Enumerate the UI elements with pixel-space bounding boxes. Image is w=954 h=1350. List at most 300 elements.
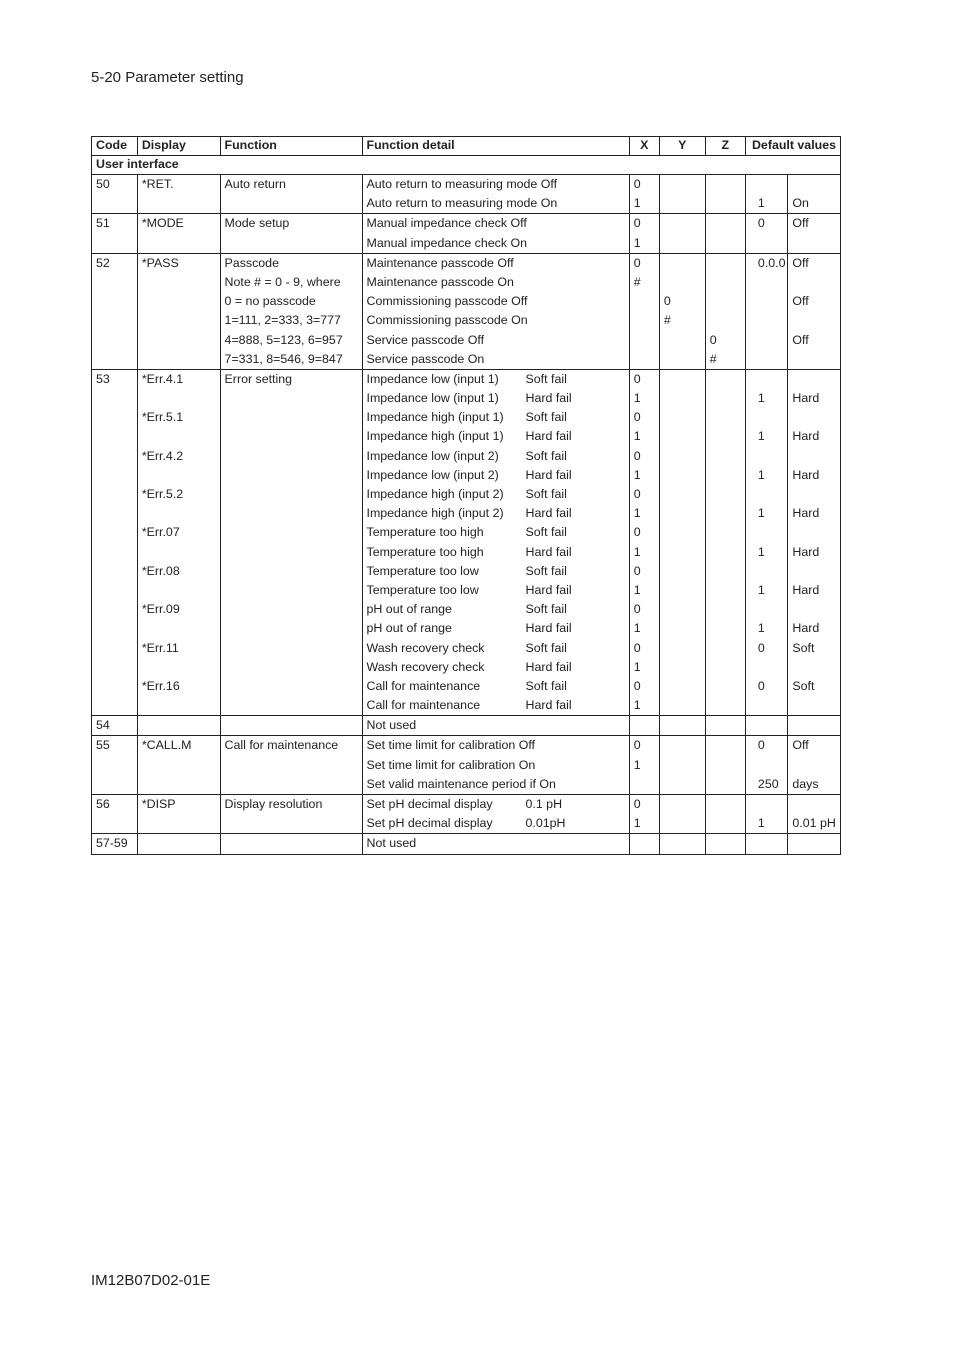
detail-option: Hard fail: [525, 698, 572, 713]
default-unit-cell: [788, 736, 841, 795]
x-cell-line: 0: [633, 525, 641, 540]
col-default-values: Default values: [745, 137, 840, 156]
default-value-cell: [745, 369, 787, 715]
y-cell-line: [664, 775, 701, 794]
function-cell: [220, 795, 362, 834]
x-cell-line: 0: [633, 448, 641, 463]
y-cell-line: [664, 370, 701, 389]
detail-line: [367, 234, 625, 253]
function-detail-cell: [362, 795, 629, 834]
z-cell-line: [710, 370, 741, 389]
z-cell-line: [710, 677, 741, 696]
col-function-detail: Function detail: [362, 137, 629, 156]
x-cell-line: [634, 331, 655, 350]
col-y: Y: [659, 137, 705, 156]
detail-text: Temperature too low: [366, 582, 479, 597]
default-value-cell-line: [758, 447, 783, 466]
default-unit-cell: [788, 834, 841, 854]
detail-text: Service passcode Off: [366, 332, 485, 347]
x-cell-line: [634, 292, 655, 311]
default-value-cell-line: 1: [757, 429, 765, 444]
detail-text: Auto return to measuring mode On: [366, 196, 558, 211]
y-cell-line: [664, 504, 701, 523]
detail-option: Hard fail: [525, 582, 572, 597]
z-cell-line: [710, 775, 741, 794]
display-cell: [137, 214, 220, 253]
function-cell-line: 1=111, 2=333, 3=777: [224, 313, 341, 328]
default-unit-cell-line: 0.01 pH: [792, 816, 836, 831]
detail-text: Impedance low (input 2): [366, 448, 499, 463]
display-cell-line: *DISP: [141, 797, 176, 811]
y-cell-line: [664, 523, 701, 542]
z-cell-line: [710, 504, 741, 523]
z-cell-line: [710, 523, 741, 542]
display-cell-line: [142, 331, 216, 350]
y-cell: [659, 214, 705, 253]
display-cell-line: [142, 756, 216, 775]
detail-option: Hard fail: [525, 544, 572, 559]
y-cell: [659, 795, 705, 834]
function-detail-cell: [362, 214, 629, 253]
z-cell-line: [710, 234, 741, 253]
detail-line: [367, 795, 625, 814]
display-cell-line: *Err.11: [141, 640, 179, 655]
z-cell-line: [710, 311, 741, 330]
function-cell-line: [225, 234, 358, 253]
function-cell-line: [225, 658, 358, 677]
detail-line: [367, 427, 625, 446]
z-cell-line: 0: [709, 332, 717, 347]
display-cell: [137, 716, 220, 736]
function-cell-line: [225, 814, 358, 833]
z-cell-line: [710, 562, 741, 581]
function-detail-cell: [362, 716, 629, 736]
x-cell-line: [634, 834, 655, 853]
display-cell: [137, 795, 220, 834]
detail-option: Soft fail: [525, 448, 567, 463]
z-cell-line: [710, 254, 741, 273]
detail-text: Service passcode On: [366, 351, 485, 366]
detail-line: [367, 619, 625, 638]
display-cell-line: *Err.16: [141, 678, 180, 693]
col-code: Code: [92, 137, 138, 156]
code-value: 56: [96, 797, 110, 811]
x-cell-line: 1: [633, 698, 641, 713]
default-unit-cell-line: Off: [792, 255, 809, 270]
x-cell-line: 0: [633, 563, 641, 578]
detail-option: Soft fail: [525, 563, 567, 578]
detail-text: Impedance low (input 1): [366, 391, 499, 406]
display-cell-line: [142, 311, 216, 330]
default-value-cell-line: [758, 716, 783, 735]
detail-option: Soft fail: [525, 371, 567, 386]
code-cell: [92, 369, 138, 715]
detail-text: Call for maintenance: [366, 698, 481, 713]
code-value: 50: [96, 177, 110, 191]
x-cell: [629, 369, 659, 715]
default-value-cell-line: [758, 175, 783, 194]
x-cell-line: 1: [633, 621, 641, 636]
detail-text: Manual impedance check Off: [366, 216, 527, 231]
default-value-cell-line: 1: [757, 467, 765, 482]
y-cell-line: [664, 214, 701, 233]
col-function: Function: [220, 137, 362, 156]
display-cell-line: *Err.5.2: [141, 487, 184, 501]
x-cell-line: 1: [633, 467, 641, 482]
default-value-cell-line: [758, 292, 783, 311]
default-unit-cell-line: [792, 523, 836, 542]
function-cell: [220, 834, 362, 854]
detail-line: [367, 658, 625, 677]
function-cell-line: Mode setup: [224, 216, 290, 231]
table-row: [92, 175, 841, 214]
x-cell-line: 1: [633, 544, 641, 559]
detail-line: [367, 736, 625, 755]
display-cell: [137, 834, 220, 854]
y-cell-line: 0: [663, 294, 671, 309]
function-cell: [220, 253, 362, 369]
function-cell: [220, 214, 362, 253]
display-cell-line: *Err.4.1: [141, 371, 184, 386]
default-unit-cell-line: Hard: [792, 506, 820, 521]
default-unit-cell-line: Hard: [792, 544, 820, 559]
code-value: 51: [96, 216, 110, 231]
default-unit-cell-line: Hard: [792, 429, 820, 444]
default-unit-cell-line: Hard: [792, 582, 820, 597]
z-cell-line: [710, 639, 741, 658]
y-cell-line: [664, 389, 701, 408]
function-detail-cell: [362, 253, 629, 369]
detail-text: Set valid maintenance period if On: [366, 776, 556, 791]
display-cell-line: [142, 389, 216, 408]
y-cell-line: [664, 427, 701, 446]
z-cell-line: [710, 427, 741, 446]
code-cell: [92, 736, 138, 795]
function-detail-cell: [362, 736, 629, 795]
y-cell-line: [664, 756, 701, 775]
detail-line: [367, 194, 625, 213]
default-value-cell-line: [758, 600, 783, 619]
display-cell-line: [142, 427, 216, 446]
z-cell-line: [710, 389, 741, 408]
function-cell-line: [225, 696, 358, 715]
y-cell-line: [664, 331, 701, 350]
x-cell: [629, 736, 659, 795]
detail-option: Soft fail: [525, 640, 567, 655]
y-cell-line: [664, 234, 701, 253]
detail-option: Soft fail: [525, 487, 567, 501]
detail-text: Not used: [366, 718, 417, 733]
detail-text: Auto return to measuring mode Off: [366, 177, 558, 191]
display-cell-line: [142, 543, 216, 562]
z-cell-line: [710, 543, 741, 562]
detail-line: [367, 214, 625, 233]
default-value-cell-line: 1: [757, 544, 765, 559]
default-value-cell-line: [758, 408, 783, 427]
z-cell: [705, 253, 745, 369]
z-cell-line: [710, 619, 741, 638]
x-cell-line: #: [633, 274, 641, 289]
z-cell: [705, 834, 745, 854]
function-cell-line: 0 = no passcode: [224, 294, 316, 309]
x-cell-line: [634, 775, 655, 794]
display-cell: [137, 175, 220, 214]
function-cell-line: [225, 716, 358, 735]
table-row: [92, 736, 841, 795]
function-cell-line: Auto return: [224, 177, 286, 191]
detail-text: Impedance high (input 1): [366, 429, 504, 444]
detail-text: Temperature too high: [366, 525, 484, 540]
function-detail-cell: [362, 834, 629, 854]
default-unit-cell-line: On: [792, 196, 809, 211]
z-cell-line: #: [709, 351, 717, 366]
default-value-cell: [745, 795, 787, 834]
z-cell-line: [710, 466, 741, 485]
default-unit-cell-line: [792, 485, 836, 504]
function-cell-line: [225, 427, 358, 446]
x-cell: [629, 214, 659, 253]
x-cell-line: [634, 311, 655, 330]
detail-text: Impedance low (input 1): [366, 371, 499, 386]
z-cell-line: [710, 292, 741, 311]
default-value-cell-line: [758, 795, 783, 814]
detail-text: Wash recovery check: [366, 659, 485, 674]
y-cell-line: [664, 350, 701, 369]
default-value-cell-line: [758, 234, 783, 253]
default-value-cell: [745, 716, 787, 736]
function-cell: [220, 716, 362, 736]
x-cell-line: 1: [633, 235, 641, 250]
default-value-cell-line: [758, 834, 783, 853]
x-cell: [629, 716, 659, 736]
detail-option: Hard fail: [525, 391, 572, 406]
function-cell-line: [225, 756, 358, 775]
display-cell: [137, 253, 220, 369]
detail-text: Set time limit for calibration On: [366, 757, 536, 772]
x-cell: [629, 175, 659, 214]
detail-line: [367, 775, 625, 794]
display-cell-line: *PASS: [141, 255, 179, 270]
x-cell-line: [634, 350, 655, 369]
default-value-cell: [745, 214, 787, 253]
detail-text: Maintenance passcode On: [366, 274, 514, 289]
display-cell-line: [142, 504, 216, 523]
z-cell-line: [710, 756, 741, 775]
display-cell-line: [142, 716, 216, 735]
default-unit-cell: [788, 175, 841, 214]
detail-option: Hard fail: [525, 621, 572, 636]
y-cell: [659, 716, 705, 736]
detail-line: [367, 389, 625, 408]
y-cell-line: [664, 408, 701, 427]
function-cell: [220, 175, 362, 214]
detail-text: Commissioning passcode On: [366, 313, 528, 328]
detail-line: [367, 466, 625, 485]
default-unit-cell-line: [792, 408, 836, 427]
default-value-cell-line: 1: [757, 582, 765, 597]
detail-text: Wash recovery check: [366, 640, 485, 655]
table-row: [92, 716, 841, 736]
default-unit-cell-line: Hard: [792, 467, 820, 482]
default-value-cell: [745, 253, 787, 369]
y-cell-line: [664, 273, 701, 292]
x-cell-line: 0: [633, 216, 641, 231]
default-value-cell-line: 1: [757, 391, 765, 406]
y-cell-line: [664, 562, 701, 581]
y-cell-line: [664, 814, 701, 833]
detail-line: [367, 716, 625, 735]
z-cell: [705, 795, 745, 834]
detail-line: [367, 639, 625, 658]
x-cell-line: 1: [633, 196, 641, 211]
detail-option: 0.1 pH: [525, 797, 563, 811]
default-unit-cell: [788, 214, 841, 253]
display-cell-line: *RET.: [141, 177, 174, 191]
y-cell-line: [664, 696, 701, 715]
z-cell-line: [710, 795, 741, 814]
function-cell-line: [225, 523, 358, 542]
detail-option: Hard fail: [525, 506, 572, 521]
display-cell-line: [142, 292, 216, 311]
detail-text: Manual impedance check On: [366, 235, 527, 250]
z-cell-line: [710, 696, 741, 715]
y-cell-line: [664, 466, 701, 485]
display-cell-line: [142, 696, 216, 715]
function-cell-line: [225, 775, 358, 794]
detail-line: [367, 696, 625, 715]
detail-line: [367, 504, 625, 523]
default-value-cell-line: 0.0.0: [757, 255, 786, 270]
function-cell-line: [225, 504, 358, 523]
y-cell: [659, 253, 705, 369]
x-cell-line: 1: [633, 391, 641, 406]
y-cell-line: [664, 619, 701, 638]
col-z: Z: [705, 137, 745, 156]
z-cell-line: [710, 447, 741, 466]
function-cell: [220, 736, 362, 795]
x-cell-line: 0: [633, 640, 641, 655]
default-unit-cell-line: [792, 175, 836, 194]
x-cell-line: 0: [633, 678, 641, 693]
display-cell-line: [142, 194, 216, 213]
y-cell-line: [664, 543, 701, 562]
function-cell-line: 4=888, 5=123, 6=957: [224, 332, 343, 347]
function-cell-line: Display resolution: [224, 797, 323, 811]
function-cell-line: [225, 562, 358, 581]
default-unit-cell-line: [792, 658, 836, 677]
default-value-cell-line: [758, 696, 783, 715]
y-cell-line: [664, 834, 701, 853]
detail-option: Hard fail: [525, 429, 572, 444]
default-value-cell-line: 1: [757, 506, 765, 521]
x-cell-line: 1: [633, 506, 641, 521]
z-cell: [705, 214, 745, 253]
default-unit-cell-line: [792, 273, 836, 292]
function-cell-line: [225, 389, 358, 408]
detail-line: [367, 254, 625, 273]
detail-line: [367, 311, 625, 330]
detail-line: [367, 581, 625, 600]
z-cell-line: [710, 214, 741, 233]
page-footer: IM12B07D02-01E: [91, 1272, 211, 1289]
detail-text: Impedance high (input 1): [366, 410, 504, 425]
z-cell-line: [710, 658, 741, 677]
default-value-cell-line: [758, 562, 783, 581]
table-row: [92, 369, 841, 715]
default-unit-cell-line: [792, 562, 836, 581]
display-cell-line: [142, 834, 216, 853]
detail-option: Soft fail: [525, 602, 567, 617]
display-cell-line: [142, 658, 216, 677]
detail-text: Commissioning passcode Off: [366, 294, 528, 309]
table-header-row: [92, 137, 841, 156]
code-cell: [92, 834, 138, 854]
y-cell-line: [664, 600, 701, 619]
x-cell-line: 1: [633, 659, 641, 674]
default-value-cell-line: 1: [757, 621, 765, 636]
detail-text: Impedance high (input 2): [366, 506, 504, 521]
default-value-cell-line: 0: [757, 738, 765, 753]
x-cell-line: 0: [633, 602, 641, 617]
x-cell-line: 0: [633, 738, 641, 753]
z-cell-line: [710, 716, 741, 735]
x-cell-line: 1: [633, 816, 641, 831]
function-cell-line: [225, 639, 358, 658]
code-cell: [92, 175, 138, 214]
detail-text: pH out of range: [366, 621, 452, 636]
code-cell: [92, 716, 138, 736]
code-value: 52: [96, 255, 110, 270]
col-display: Display: [137, 137, 220, 156]
x-cell-line: [634, 716, 655, 735]
function-detail-cell: [362, 369, 629, 715]
x-cell-line: 0: [633, 487, 641, 501]
default-value-cell: [745, 834, 787, 854]
x-cell: [629, 834, 659, 854]
default-value-cell: [745, 175, 787, 214]
z-cell-line: [710, 834, 741, 853]
display-cell-line: [142, 466, 216, 485]
code-value: 57-59: [96, 836, 128, 851]
detail-text: Temperature too low: [366, 563, 479, 578]
default-unit-cell-line: days: [792, 776, 819, 791]
detail-line: [367, 292, 625, 311]
function-cell-line: Call for maintenance: [224, 738, 339, 753]
detail-line: [367, 273, 625, 292]
function-cell-line: [225, 466, 358, 485]
default-unit-cell-line: [792, 311, 836, 330]
display-cell-line: *Err.4.2: [141, 448, 184, 463]
display-cell-line: [142, 234, 216, 253]
y-cell: [659, 736, 705, 795]
x-cell: [629, 795, 659, 834]
display-cell-line: *MODE: [141, 216, 184, 231]
z-cell-line: [710, 194, 741, 213]
z-cell: [705, 736, 745, 795]
table-row: [92, 834, 841, 854]
table-row: [92, 253, 841, 369]
y-cell-line: [664, 658, 701, 677]
display-cell-line: [142, 619, 216, 638]
default-value-cell-line: [758, 273, 783, 292]
default-unit-cell-line: [792, 447, 836, 466]
detail-line: [367, 523, 625, 542]
detail-text: Temperature too high: [366, 544, 484, 559]
detail-line: [367, 834, 625, 853]
default-value-cell-line: [758, 331, 783, 350]
y-cell-line: [664, 716, 701, 735]
x-cell-line: 0: [633, 177, 641, 191]
